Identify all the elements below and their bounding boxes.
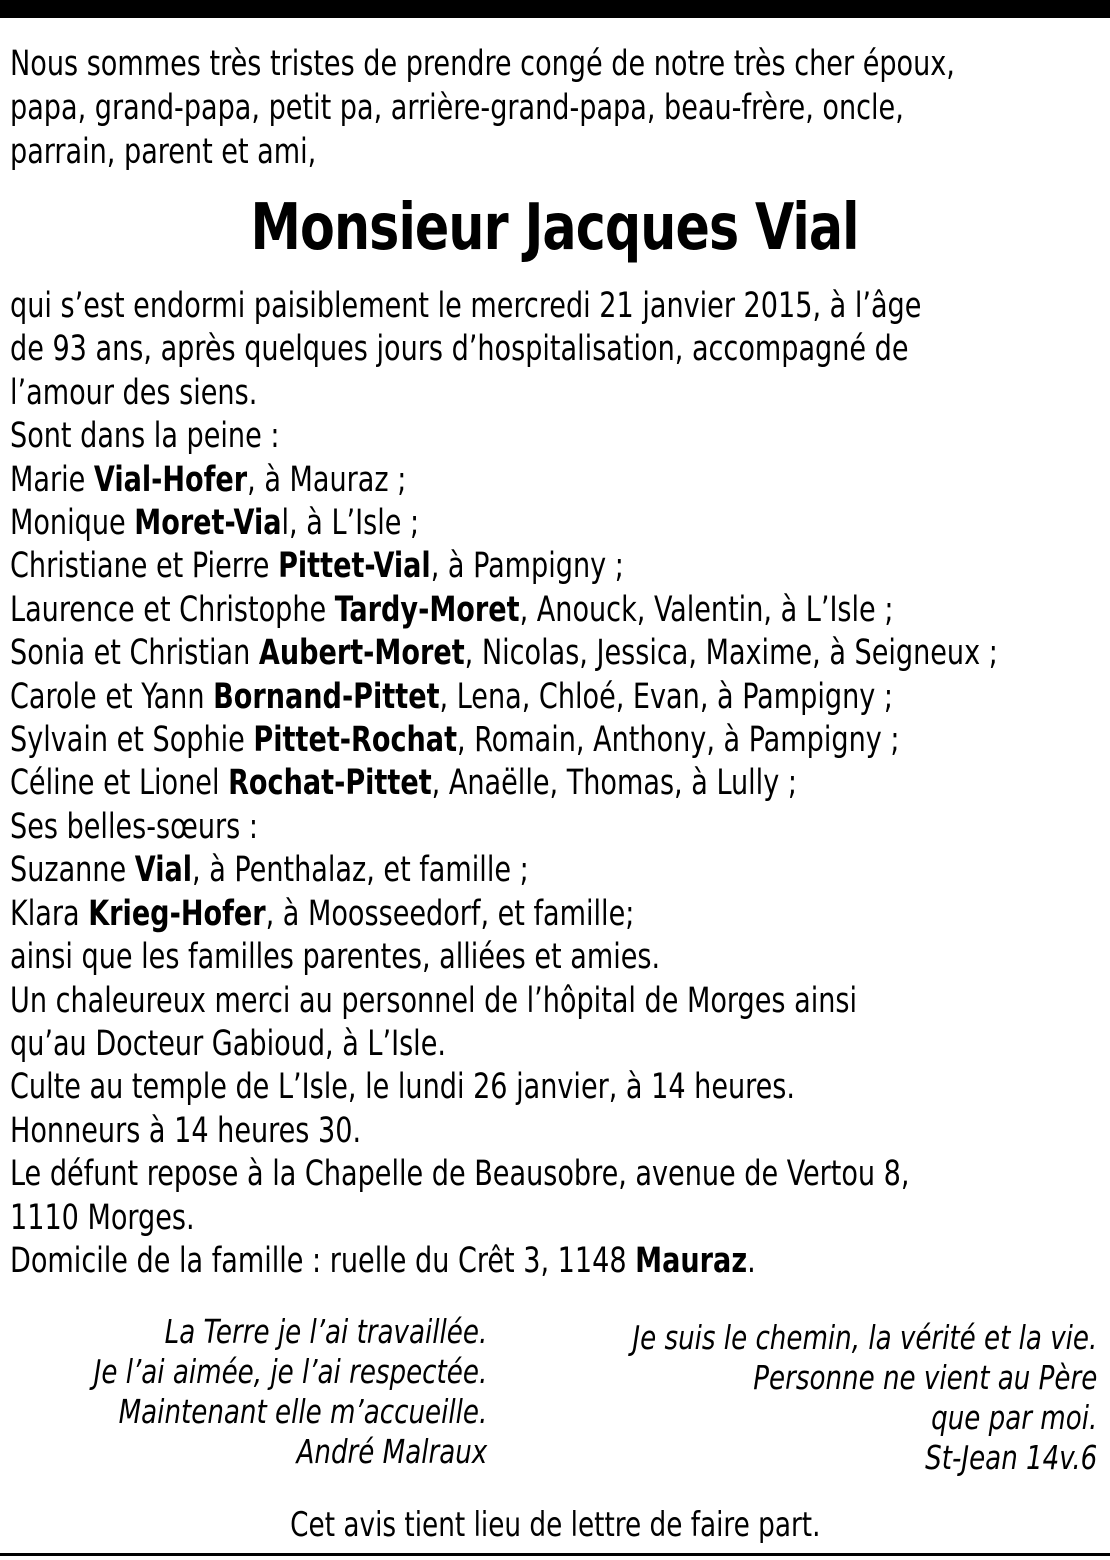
body-text: , Romain, Anthony, à Pampigny ;	[457, 720, 900, 761]
body-line	[10, 1197, 1076, 1240]
body-text: Honneurs à 14 heures 30.	[10, 1110, 362, 1151]
quote-author: André Malraux	[296, 1432, 487, 1471]
bottom-border	[0, 1553, 1110, 1556]
body-text: Laurence et Christophe	[10, 589, 335, 630]
body-line	[10, 806, 1076, 849]
family-name: Moret-Via	[134, 503, 282, 544]
family-name: Vial-Hofer	[93, 459, 248, 500]
body-text: Céline et Lionel	[10, 763, 229, 804]
body-text: Un chaleureux merci au personnel de l’hôpital de Morges ainsi	[10, 980, 858, 1021]
body-text: Marie	[10, 459, 94, 500]
top-border	[0, 0, 1110, 18]
body-text: l, à L’Isle ;	[281, 503, 420, 544]
body-text: Sonia et Christian	[10, 633, 259, 674]
footer-note	[0, 1505, 1110, 1545]
body-line	[10, 1153, 1076, 1196]
family-name: Tardy-Moret	[334, 589, 520, 630]
body-text: qui s’est endormi paisiblement le mercredi 21 janvier 2015, à l’âge	[10, 286, 922, 326]
body-text: Sylvain et Sophie	[10, 720, 254, 761]
mourner-line	[10, 545, 1076, 588]
mourner-line	[10, 589, 1076, 632]
deceased-name-text: Monsieur Jacques Vial	[250, 191, 860, 265]
body-line	[10, 1110, 1076, 1153]
intro-line: parrain, parent et ami,	[10, 132, 317, 172]
intro-line: papa, grand-papa, petit pa, arrière-grand-papa, beau-frère, oncle,	[10, 88, 904, 128]
body-text: , à Pampigny ;	[430, 546, 624, 587]
body-text: , Anaëlle, Thomas, à Lully ;	[431, 763, 797, 804]
body-line	[10, 328, 1076, 371]
announcement-body	[10, 285, 1076, 1283]
body-text: Klara	[10, 893, 89, 934]
body-text: , à Penthalaz, et famille ;	[192, 850, 529, 891]
body-text: qu’au Docteur Gabioud, à L’Isle.	[10, 1023, 446, 1064]
body-text: Ses belles-sœurs :	[10, 806, 258, 847]
intro-text	[10, 42, 955, 174]
body-text: , à Mauraz ;	[247, 459, 407, 500]
body-text: , Anouck, Valentin, à L’Isle ;	[519, 589, 894, 630]
deceased-name	[0, 188, 1110, 268]
quote-st-jean	[632, 1318, 1097, 1478]
body-text: , Nicolas, Jessica, Maxime, à Seigneux ;	[464, 633, 998, 674]
family-name: Pittet-Rochat	[253, 720, 458, 761]
body-text: ainsi que les familles parentes, alliées et amies.	[10, 937, 661, 978]
body-text: Carole et Yann	[10, 676, 214, 717]
quote-author: St-Jean 14v.6	[924, 1438, 1097, 1477]
address-line	[10, 1240, 1076, 1283]
mourner-line	[10, 676, 1076, 719]
mourner-line	[10, 719, 1076, 762]
body-line	[10, 285, 1076, 328]
body-line	[10, 980, 1076, 1023]
mourner-line	[10, 893, 1076, 936]
quote-line: que par moi.	[930, 1398, 1097, 1437]
mourner-line	[10, 502, 1076, 545]
family-name: Bornand-Pittet	[213, 676, 440, 717]
body-text: Monique	[10, 503, 135, 544]
quote-line: Personne ne vient au Père	[752, 1358, 1097, 1397]
body-text: Le défunt repose à la Chapelle de Beausobre, avenue de Vertou 8,	[10, 1154, 910, 1195]
body-text: Suzanne	[10, 850, 135, 891]
body-text: l’amour des siens.	[10, 372, 258, 413]
body-text: Christiane et Pierre	[10, 546, 279, 587]
body-text: 1110 Morges.	[10, 1197, 195, 1238]
body-line	[10, 415, 1076, 458]
quote-line: Je suis le chemin, la vérité et la vie.	[632, 1318, 1097, 1357]
body-text: Domicile de la famille : ruelle du Crêt 3, 1148	[10, 1240, 636, 1281]
body-text: Sont dans la peine :	[10, 416, 280, 457]
mourner-line	[10, 632, 1076, 675]
family-name: Pittet-Vial	[278, 546, 431, 587]
mourner-line	[10, 849, 1076, 892]
mourner-line	[10, 762, 1076, 805]
body-text: , Lena, Chloé, Evan, à Pampigny ;	[439, 676, 893, 717]
quote-line: Maintenant elle m’accueille.	[118, 1392, 487, 1431]
mourner-line	[10, 459, 1076, 502]
body-line	[10, 372, 1076, 415]
family-name: Krieg-Hofer	[88, 893, 266, 934]
family-name: Rochat-Pittet	[228, 763, 432, 804]
body-line	[10, 936, 1076, 979]
quote-line: La Terre je l’ai travaillée.	[164, 1312, 487, 1351]
intro-line: Nous sommes très tristes de prendre congé de notre très cher époux,	[10, 44, 955, 84]
footer-text: Cet avis tient lieu de lettre de faire part.	[289, 1505, 821, 1545]
body-text: .	[747, 1240, 756, 1281]
body-text: , à Moosseedorf, et famille;	[265, 893, 635, 934]
body-text: de 93 ans, après quelques jours d’hospitalisation, accompagné de	[10, 329, 909, 370]
quote-malraux	[93, 1312, 487, 1472]
quote-line: Je l’ai aimée, je l’ai respectée.	[93, 1352, 487, 1391]
family-name: Vial	[134, 850, 193, 891]
place-name: Mauraz	[635, 1240, 748, 1281]
body-text: Culte au temple de L’Isle, le lundi 26 janvier, à 14 heures.	[10, 1067, 796, 1108]
family-name: Aubert-Moret	[258, 633, 465, 674]
body-line	[10, 1023, 1076, 1066]
body-line	[10, 1066, 1076, 1109]
